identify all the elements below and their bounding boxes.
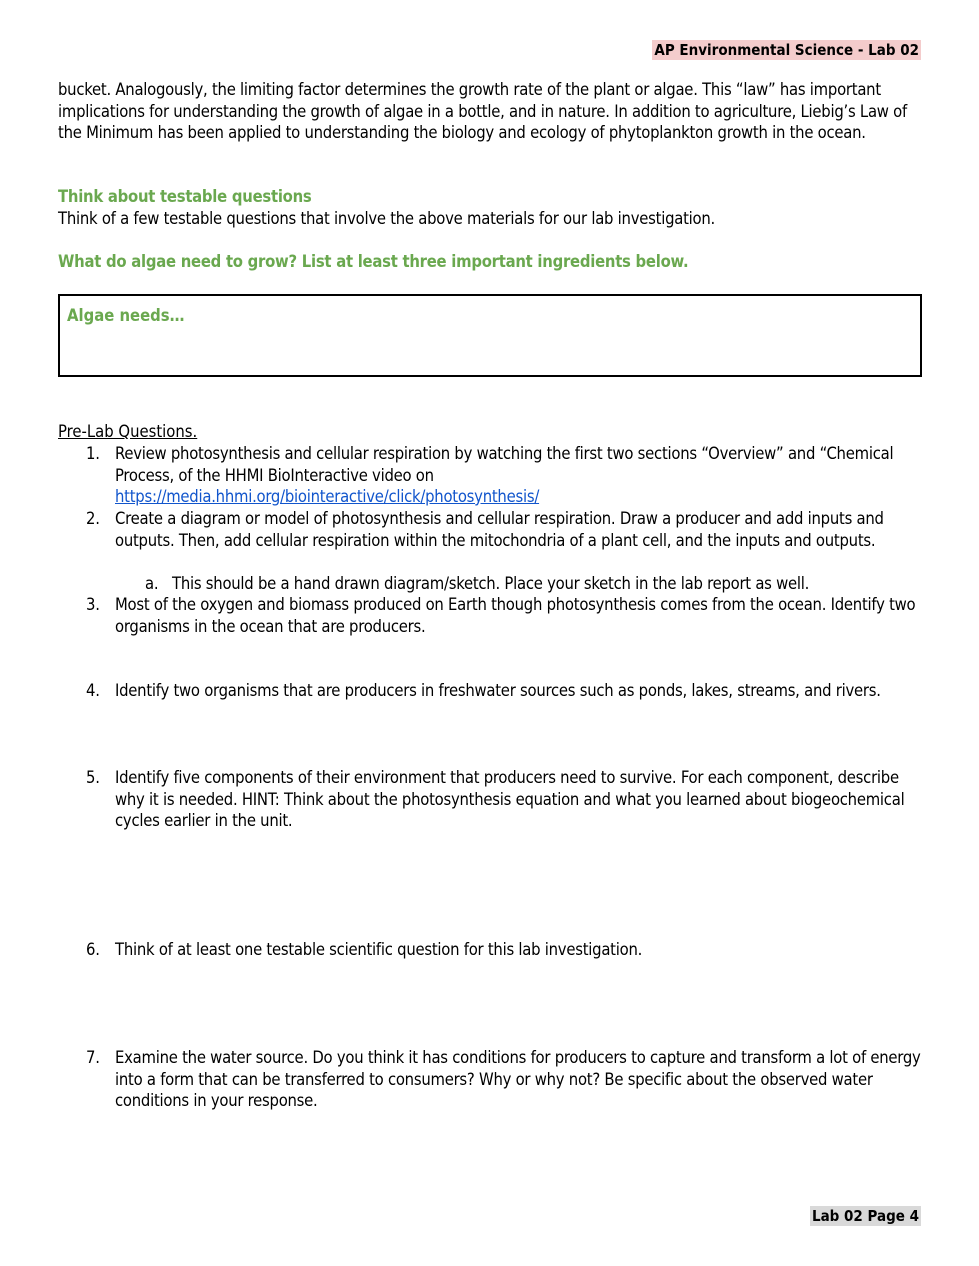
testable-questions-text: Think of a few testable questions that involve the above materials for our lab investigation.: [58, 209, 715, 228]
question-number: 6.: [86, 940, 100, 959]
sub-question-letter: a.: [145, 574, 159, 593]
question-number: 7.: [86, 1048, 100, 1067]
prelab-question-5: [58, 767, 922, 832]
algae-needs-prompt: What do algae need to grow? List at least three important ingredients below.: [58, 252, 689, 271]
question-text: Most of the oxygen and biomass produced on Earth though photosynthesis comes from the ocean. Identify two organisms in the ocean that are producers.: [115, 595, 916, 636]
question-text: Think of at least one testable scientific question for this lab investigation.: [115, 940, 643, 959]
question-text: Identify two organisms that are producers in freshwater sources such as ponds, lakes, streams, and rivers.: [115, 681, 881, 700]
question-text: Review photosynthesis and cellular respiration by watching the first two sections “Overview” and “Chemical Process, of the HHMI BioInteractive video on: [115, 444, 894, 485]
algae-needs-answer-box[interactable]: [58, 294, 922, 377]
prelab-title: Pre-Lab Questions.: [58, 422, 198, 441]
algae-needs-label: Algae needs…: [67, 306, 185, 325]
prelab-question-7: [58, 1047, 922, 1112]
page-footer: Lab 02 Page 4: [811, 1207, 919, 1225]
prelab-question-2: [58, 508, 922, 551]
question-number: 2.: [86, 509, 100, 528]
prelab-question-1: [58, 443, 922, 508]
question-text: Identify five components of their environment that producers need to survive. For each component, describe why it is needed. HINT: Think about the photosynthesis equation and what you learned about biogeochemical cycles earlier in the unit.: [115, 768, 905, 830]
prelab-question-4: [58, 680, 922, 702]
sub-question-text: This should be a hand drawn diagram/sketch. Place your sketch in the lab report as well.: [172, 574, 810, 593]
question-number: 3.: [86, 595, 100, 614]
question-number: 5.: [86, 768, 100, 787]
prelab-question-6: [58, 939, 922, 961]
page-header: AP Environmental Science - Lab 02: [654, 41, 919, 59]
intro-paragraph: bucket. Analogously, the limiting factor determines the growth rate of the plant or algae. This “law” has important implications for understanding the growth of algae in a bottle, and in nature. In addition to agriculture, Liebig’s Law of the Minimum has been applied to understanding the biology and ecology of phytoplankton growth in the ocean.: [58, 80, 907, 142]
question-text: Examine the water source. Do you think it has conditions for producers to capture and transform a lot of energy into a form that can be transferred to consumers? Why or why not? Be specific about the observed water conditions in your response.: [115, 1048, 921, 1110]
hhmi-video-link[interactable]: https://media.hhmi.org/biointeractive/click/photosynthesis/: [115, 487, 540, 506]
testable-questions-heading: Think about testable questions: [58, 187, 312, 206]
prelab-question-3: [58, 594, 922, 637]
question-text: Create a diagram or model of photosynthesis and cellular respiration. Draw a producer and add inputs and outputs. Then, add cellular respiration within the mitochondria of a plant cell, and the inputs and outputs.: [115, 509, 884, 550]
question-number: 1.: [86, 444, 100, 463]
prelab-question-2a: [58, 573, 922, 595]
question-number: 4.: [86, 681, 100, 700]
